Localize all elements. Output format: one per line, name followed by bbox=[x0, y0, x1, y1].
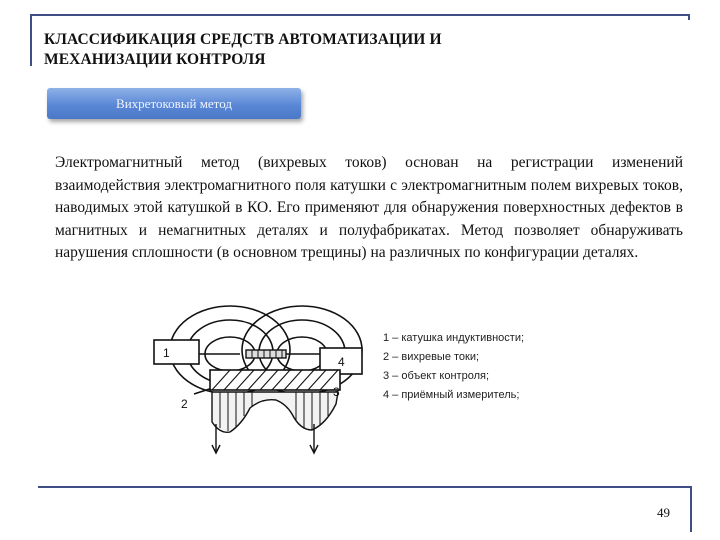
method-tab: Вихретоковый метод bbox=[47, 88, 301, 119]
callout-3: 3 bbox=[333, 385, 340, 399]
frame-left-rule bbox=[30, 14, 32, 66]
page-number: 49 bbox=[657, 505, 670, 520]
legend-item-3: 3 – объект контроля; bbox=[383, 370, 490, 382]
slide-title-line-2: МЕХАНИЗАЦИИ КОНТРОЛЯ bbox=[44, 51, 266, 68]
eddy-current-diagram bbox=[150, 304, 400, 456]
footer-right-rule bbox=[690, 486, 692, 532]
callout-1: 1 bbox=[163, 346, 170, 360]
legend-item-4: 4 – приёмный измеритель; bbox=[383, 389, 520, 401]
figure-legend bbox=[383, 329, 583, 405]
frame-right-tick bbox=[688, 14, 690, 20]
callout-2: 2 bbox=[181, 397, 188, 411]
slide-title bbox=[44, 30, 664, 70]
legend-item-2: 2 – вихревые токи; bbox=[383, 351, 480, 363]
footer-rule bbox=[38, 486, 692, 488]
callout-4: 4 bbox=[338, 355, 345, 369]
slide-title-line-1: КЛАССИФИКАЦИЯ СРЕДСТВ АВТОМАТИЗАЦИИ И bbox=[44, 31, 442, 48]
frame-top-rule bbox=[30, 14, 690, 16]
legend-item-1: 1 – катушка индуктивности; bbox=[383, 332, 525, 344]
description-paragraph: Электромагнитный метод (вихревых токов) основан на регистрации изменений взаимодействия электромагнитного поля катушки с электромагнитным полем вихревых токов, наводимых этой катушкой в КО. Его применяют для обнаружения поверхностных дефектов в магнитных и немагнитных деталях и полуфабрикатах. Метод позволяет обнаруживать нарушения сплошности (в основном трещины) на различных по конфигурации деталях. bbox=[55, 154, 683, 261]
